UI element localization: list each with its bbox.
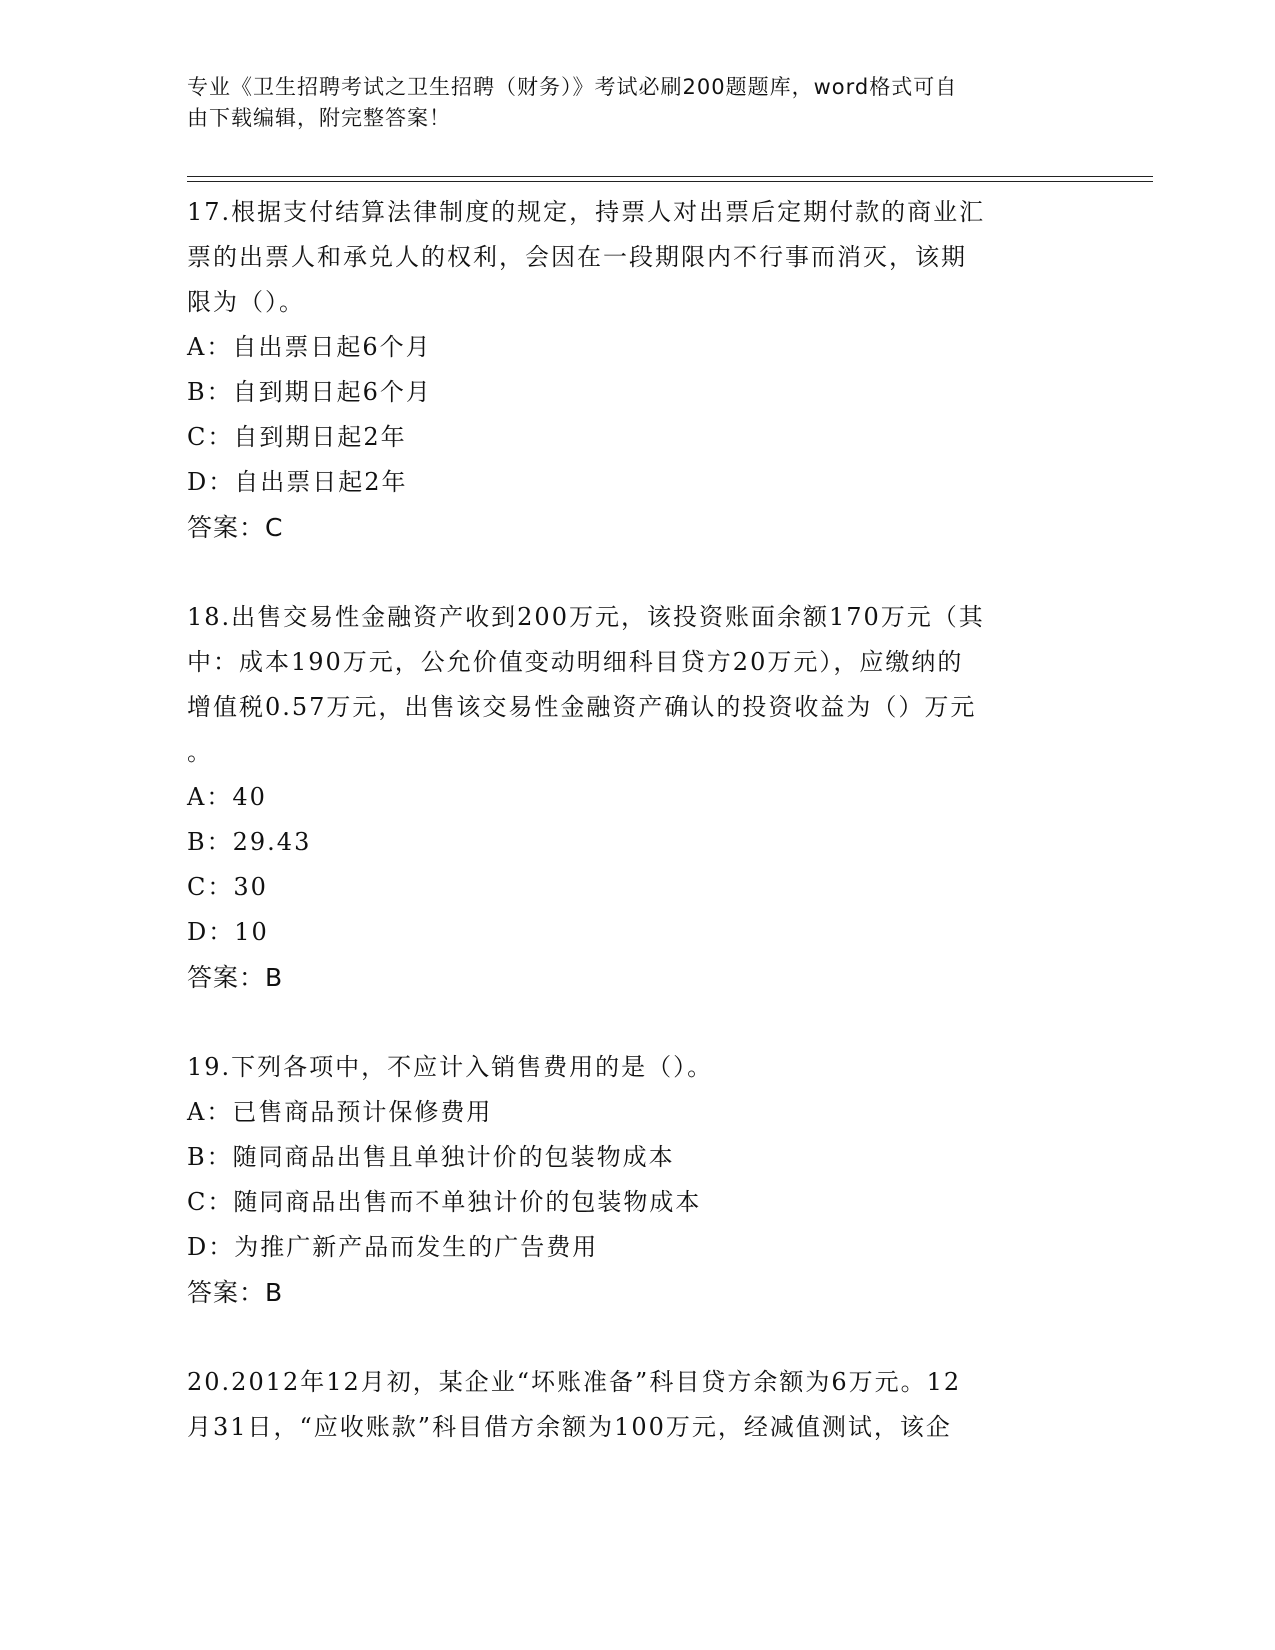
question-text-line: 。	[187, 738, 213, 766]
question-17	[187, 190, 1077, 550]
question-19	[187, 1045, 1077, 1315]
question-text-line: 月31日，“应收账款”科目借方余额为100万元，经减值测试，该企	[187, 1413, 952, 1441]
header-line-2: 由下载编辑，附完整答案！	[187, 106, 451, 130]
answer-label: 答案：B	[187, 963, 284, 992]
answer-label: 答案：C	[187, 513, 284, 542]
question-text-line: 票的出票人和承兑人的权利，会因在一段期限内不行事而消灭，该期	[187, 243, 967, 271]
option-d: D：为推广新产品而发生的广告费用	[187, 1233, 599, 1261]
option-d: D：10	[187, 918, 269, 946]
question-text-line: 限为（）。	[187, 288, 305, 316]
option-c: C：自到期日起2年	[187, 423, 407, 451]
option-c: C：随同商品出售而不单独计价的包装物成本	[187, 1188, 702, 1216]
question-20	[187, 1360, 1077, 1450]
document-header	[187, 72, 1067, 134]
option-a: A：自出票日起6个月	[187, 333, 432, 361]
header-divider-top	[187, 176, 1153, 177]
question-text-line: 20.2012年12月初，某企业“坏账准备”科目贷方余额为6万元。12	[187, 1368, 962, 1396]
answer-label: 答案：B	[187, 1278, 284, 1307]
question-text-line: 18.出售交易性金融资产收到200万元，该投资账面余额170万元（其	[187, 603, 985, 631]
option-c: C：30	[187, 873, 268, 901]
header-line-1: 专业《卫生招聘考试之卫生招聘（财务）》考试必刷200题题库，word格式可自	[187, 75, 958, 99]
option-d: D：自出票日起2年	[187, 468, 408, 496]
option-a: A：已售商品预计保修费用	[187, 1098, 493, 1126]
question-18	[187, 595, 1077, 1000]
option-b: B：自到期日起6个月	[187, 378, 432, 406]
question-text-line: 中：成本190万元，公允价值变动明细科目贷方20万元），应缴纳的	[187, 648, 964, 676]
questions-list	[187, 190, 1077, 1495]
question-text-line: 19.下列各项中，不应计入销售费用的是（）。	[187, 1053, 714, 1081]
option-b: B：29.43	[187, 828, 312, 856]
question-text-line: 17.根据支付结算法律制度的规定，持票人对出票后定期付款的商业汇	[187, 198, 986, 226]
question-text-line: 增值税0.57万元，出售该交易性金融资产确认的投资收益为（）万元	[187, 693, 977, 721]
option-a: A：40	[187, 783, 267, 811]
option-b: B：随同商品出售且单独计价的包装物成本	[187, 1143, 675, 1171]
header-divider-bottom	[187, 181, 1153, 182]
